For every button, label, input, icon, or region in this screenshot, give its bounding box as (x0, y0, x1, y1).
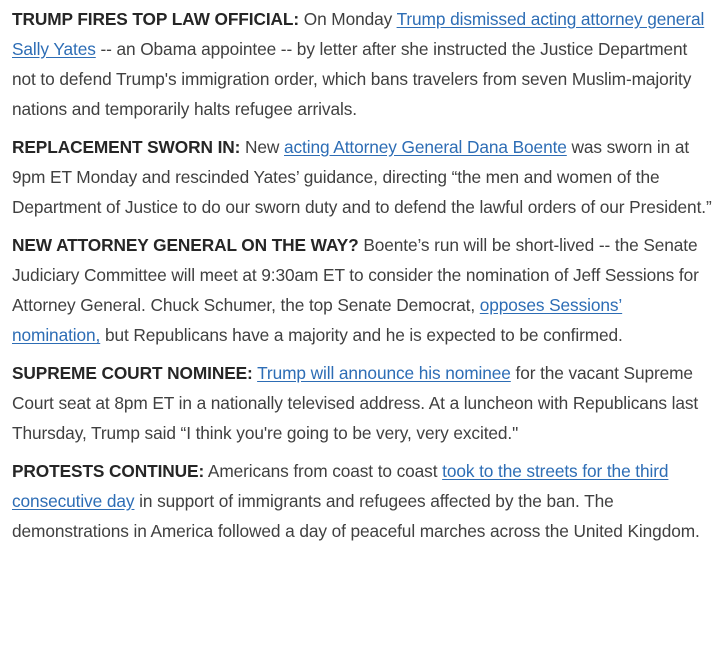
inline-link-yates-dismissed[interactable]: Trump dismissed acting attorney general Sally Yates (12, 9, 705, 59)
paragraph-text: Boente’s run will be short-lived -- the Senate Judiciary Committee will meet at 9:30am ET to consider the nomination of Jeff Sessions for Attorney General. Chuck Schumer, the top Senate Democrat, (12, 235, 699, 315)
paragraph-text: in support of immigrants and refugees affected by the ban. The demonstrations in America followed a day of peaceful marches across the United Kingdom. (12, 491, 700, 541)
paragraph-trump-fires (12, 4, 713, 124)
inline-link-opposes-sessions[interactable]: opposes Sessions’ nomination, (12, 295, 623, 345)
paragraph-supreme-court-nominee (12, 358, 713, 448)
inline-link-took-to-streets[interactable]: took to the streets for the third consecutive day (12, 461, 669, 511)
paragraph-text: New (240, 137, 284, 157)
paragraph-lead: PROTESTS CONTINUE: (12, 461, 205, 481)
paragraph-text: -- an Obama appointee -- by letter after she instructed the Justice Department not to defend Trump's immigration order, which bans travelers from seven Muslim-majority nations and temporarily halts refugee arrivals. (12, 39, 692, 119)
paragraph-text: for the vacant Supreme Court seat at 8pm ET in a nationally televised address. At a luncheon with Republicans last Thursday, Trump said “I think you're going to be very, very excited." (12, 363, 699, 443)
paragraph-text: Americans from coast to coast (204, 461, 443, 481)
paragraph-new-attorney-general (12, 230, 713, 350)
paragraph-lead: NEW ATTORNEY GENERAL ON THE WAY? (12, 235, 359, 255)
paragraph-text: but Republicans have a majority and he is expected to be confirmed. (100, 325, 623, 345)
paragraph-text: On Monday (299, 9, 397, 29)
paragraph-protests-continue (12, 456, 713, 546)
paragraph-lead: REPLACEMENT SWORN IN: (12, 137, 241, 157)
paragraph-replacement-sworn-in (12, 132, 713, 222)
inline-link-announce-nominee[interactable]: Trump will announce his nominee (257, 363, 511, 383)
paragraph-text: was sworn in at 9pm ET Monday and rescinded Yates’ guidance, directing “the men and women of the Department of Justice to do our sworn duty and to defend the lawful orders of our President.” (12, 137, 712, 217)
paragraph-lead: TRUMP FIRES TOP LAW OFFICIAL: (12, 9, 300, 29)
inline-link-dana-boente[interactable]: acting Attorney General Dana Boente (284, 137, 567, 157)
paragraph-lead: SUPREME COURT NOMINEE: (12, 363, 253, 383)
